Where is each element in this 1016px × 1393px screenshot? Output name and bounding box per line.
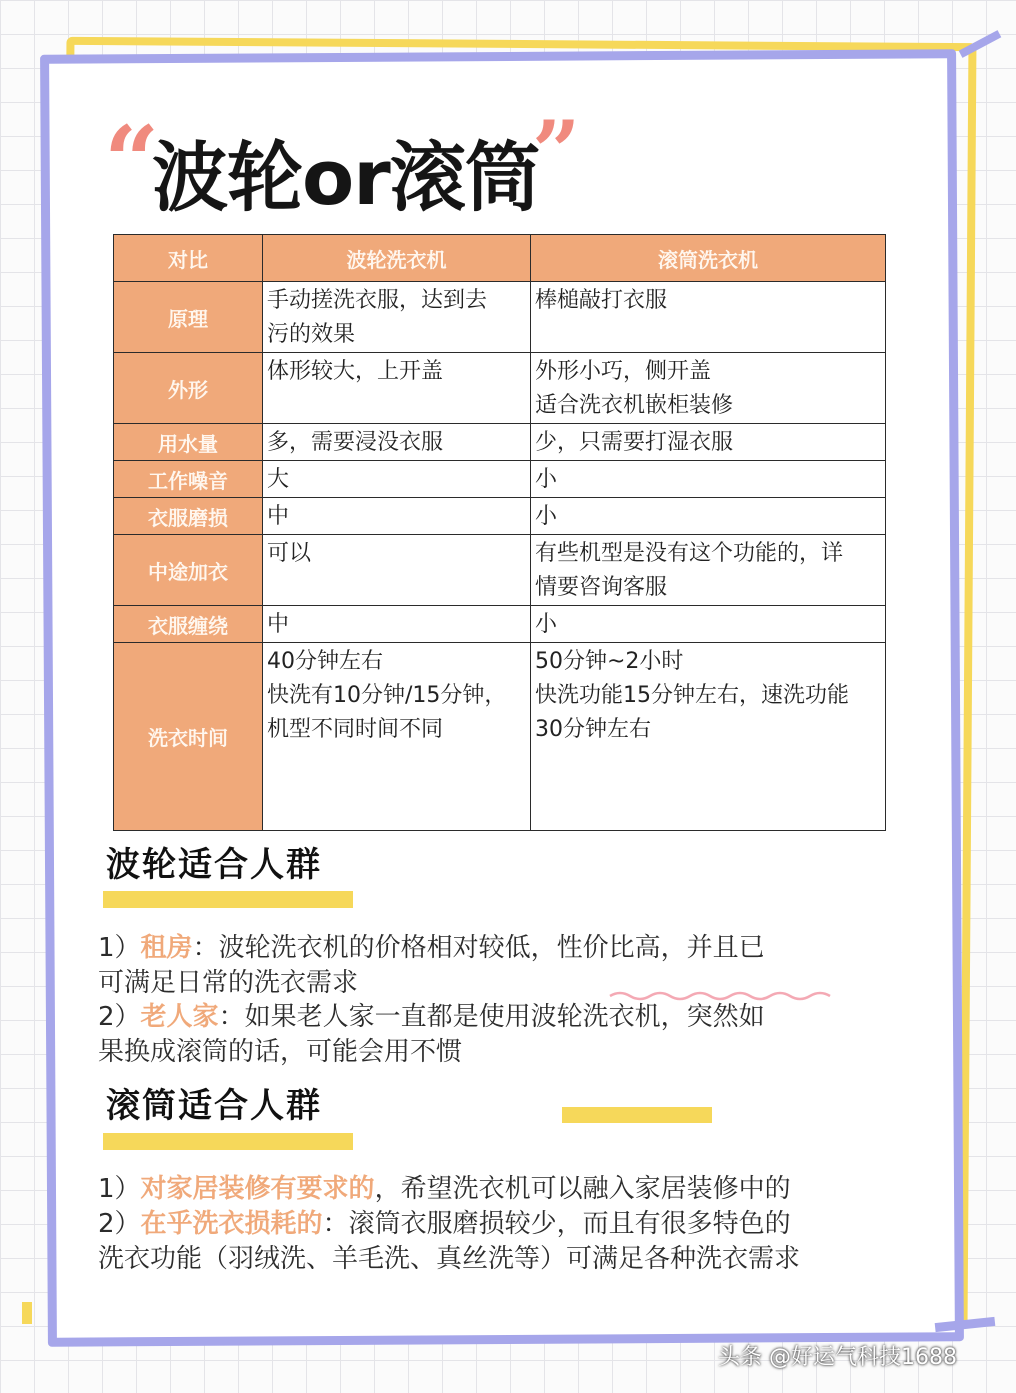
item-text: ：如果老人家一直都是使用波轮洗衣机，突然如 [218,1002,765,1032]
header-bolun: 波轮洗衣机 [263,235,531,282]
cell-bolun: 40分钟左右 快洗有10分钟/15分钟， 机型不同时间不同 [263,643,531,831]
close-quote-mark: ” [532,102,581,201]
cell-guntong: 有些机型是没有这个功能的，详 情要咨询客服 [531,535,886,606]
table-row [114,282,886,353]
section-title-underline [103,891,353,908]
watermark: 头条 @好运气科技1688 [718,1345,957,1370]
page-title: 波轮or滚筒 [152,133,540,222]
item-number: 1） [98,1174,141,1204]
open-quote-mark: “ [104,105,160,218]
section-title-bolun: 波轮适合人群 [106,845,322,885]
cell-guntong: 小 [531,606,886,643]
cell-bolun: 中 [263,498,531,535]
cell-bolun: 多，需要浸没衣服 [263,424,531,461]
cell-guntong: 棒槌敲打衣服 [531,282,886,353]
header-compare: 对比 [114,235,263,282]
cell-guntong: 50分钟~2小时 快洗功能15分钟左右，速洗功能 30分钟左右 [531,643,886,831]
yellow-highlight-decoration [562,1107,712,1123]
cell-guntong: 外形小巧，侧开盖 适合洗衣机嵌柜装修 [531,353,886,424]
item-text: 洗衣功能（羽绒洗、羊毛洗、真丝洗等）可满足各种洗衣需求 [98,1244,801,1274]
item-highlight: 老人家 [140,1002,219,1032]
row-label: 洗衣时间 [114,643,263,831]
row-label: 衣服缠绕 [114,606,263,643]
cell-guntong: 小 [531,461,886,498]
title-block [100,102,600,230]
section-title-underline [103,1133,353,1150]
row-label: 衣服磨损 [114,498,263,535]
cell-bolun: 可以 [263,535,531,606]
list-item [98,1000,913,1070]
item-highlight: 租房 [140,933,193,963]
cell-bolun: 大 [263,461,531,498]
item-number: 2） [98,1209,141,1239]
row-label: 用水量 [114,424,263,461]
table-row [114,643,886,831]
item-number: 1） [98,933,141,963]
table-row [114,535,886,606]
row-label: 外形 [114,353,263,424]
item-text: ：波轮洗衣机的价格相对较低，性价比高，并且已 [192,933,765,963]
row-label: 原理 [114,282,263,353]
table-row [114,353,886,424]
item-text: ：滚筒衣服磨损较少，而且有很多特色的 [322,1209,791,1239]
item-text: ，希望洗衣机可以融入家居装修中的 [374,1174,791,1204]
list-item [98,1207,913,1277]
cell-bolun: 体形较大，上开盖 [263,353,531,424]
table-row [114,424,886,461]
table-row [114,498,886,535]
table-row [114,606,886,643]
list-item [98,1172,913,1207]
cell-bolun: 手动搓洗衣服，达到去 污的效果 [263,282,531,353]
table-header-row [114,235,886,282]
item-text: 果换成滚筒的话，可能会用不惯 [98,1037,463,1067]
table-row [114,461,886,498]
item-text: 可满足日常的洗衣需求 [98,968,359,998]
cell-guntong: 少，只需要打湿衣服 [531,424,886,461]
frame-decoration [22,1302,32,1324]
cell-bolun: 中 [263,606,531,643]
header-guntong: 滚筒洗衣机 [531,235,886,282]
item-number: 2） [98,1002,141,1032]
item-highlight: 在乎洗衣损耗的 [140,1209,323,1239]
cell-guntong: 小 [531,498,886,535]
section-title-guntong: 滚筒适合人群 [106,1086,322,1126]
item-highlight: 对家居装修有要求的 [140,1174,375,1204]
row-label: 中途加衣 [114,535,263,606]
comparison-table [113,234,886,831]
row-label: 工作噪音 [114,461,263,498]
